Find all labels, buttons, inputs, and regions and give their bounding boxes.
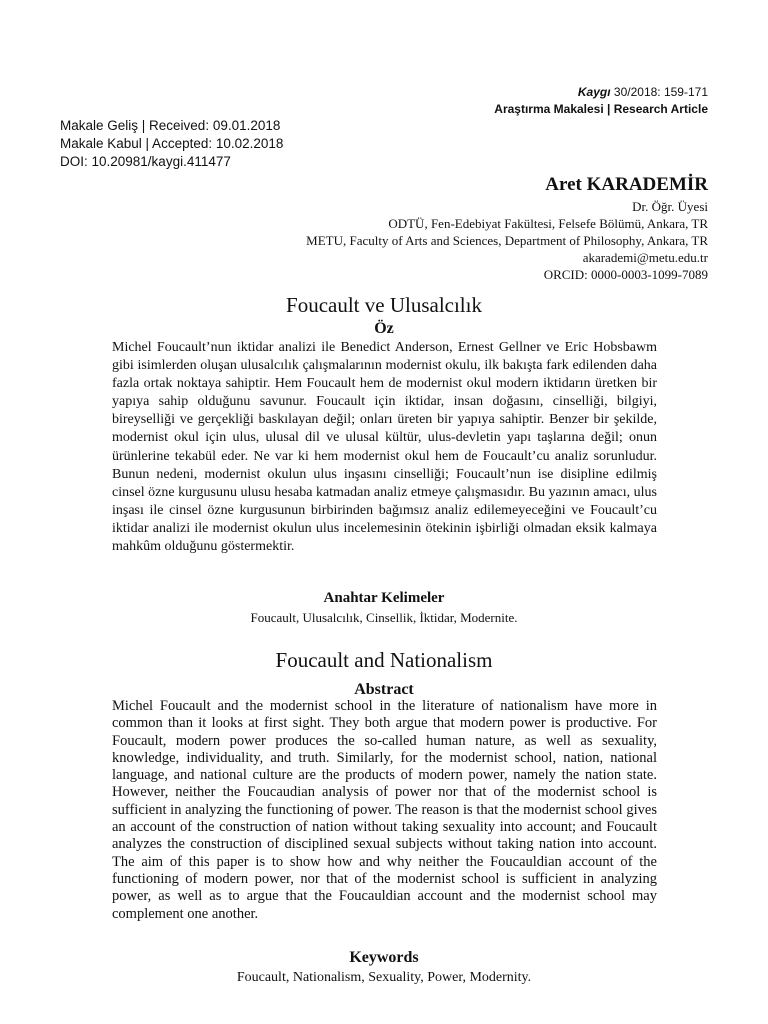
author-affiliation-tr: ODTÜ, Fen-Edebiyat Fakültesi, Felsefe Bölümü, Ankara, TR [388,216,708,231]
author-title: Dr. Öğr. Üyesi [632,199,708,214]
journal-name: Kaygı [577,85,611,99]
journal-issue: 30/2018: 159-171 [610,85,708,99]
journal-citation [494,84,708,101]
turkish-title: Foucault ve Ulusalcılık [286,293,482,317]
author-affiliation-en: METU, Faculty of Arts and Sciences, Department of Philosophy, Ankara, TR [306,233,708,248]
author-name: Aret KARADEMİR [545,174,708,195]
turkish-keywords: Foucault, Ulusalcılık, Cinsellik, İktidar, Modernite. [250,610,518,625]
turkish-abstract: Michel Foucault’nun iktidar analizi ile Benedict Anderson, Ernest Gellner ve Eric Hobsbawm gibi isimlerden oluşan ulusalcılık çalışmalarının modernist okulu, ilk bakışta fark edilenden daha fazla ortak noktaya sahiptir. Hem Foucault hem de modernist okul modern iktidarın üretken bir yapıya sahip olduğunu savunur. Foucault için iktidar, insan doğasını, cinselliği, bilgiyi, bireyselliği ve gerçekliği baskılayan değil; onları üreten bir yapıya sahiptir. Benzer bir şekilde, modernist okul için ulus, ulusal dil ve ulusal kültür, ulus-devletin yapı taşlarına değil; onun ürünlerine tekabül eder. Ne var ki hem modernist okul hem de Foucault’cu analiz sorunludur. Bunun nedeni, modernist okulun ulus inşasını cinselliği; Foucault’nun ise disipline edilmiş cinsel özne kurgusunu ulusu hesaba katmadan analiz etmeye çalışmasıdır. Bu yazının amacı, ulus inşası ile cinsel özne kurgusunun birbirinden bağımsız analiz edilemeyeceğini ve Foucault’cu iktidar analizi ile modernist okulun ulus incelemesinin ötekinin işbirliği olmadan eksik kalmaya mahkûm olduğunu göstermektir. [112,340,657,555]
english-abstract: Michel Foucault and the modernist school in the literature of nationalism have more in common than it looks at first sight. They both argue that modern power is productive. For Foucault, modern power produces the so-called human nature, as well as sexuality, knowledge, individuality, and truth. Similarly, for the modernist school, nation, national language, and national culture are the products of modern power, namely the nation state. However, neither the Foucaudian analysis of power nor that of the modernist school is sufficient in analyzing the functioning of power. The reason is that the modernist school gives an account of the construction of nation without taking sexuality into account; and Foucault analyzes the construction of disciplined sexual subjects without taking nation into account. The aim of this paper is to show how and why neither the Foucauldian account of the functioning of modern power, nor that of the modernist school is sufficient in analyzing power, as well as to argue that the Foucauldian account and the modernist school may complement one another. [112,698,657,922]
submission-info [60,117,283,171]
turkish-abstract-heading: Öz [374,320,394,337]
received-date: Makale Geliş | Received: 09.01.2018 [60,118,281,133]
author-orcid: ORCID: 0000-0003-1099-7089 [543,267,708,282]
english-abstract-heading: Abstract [354,681,414,698]
article-type: Araştırma Makalesi | Research Article [494,102,708,116]
accepted-date: Makale Kabul | Accepted: 10.02.2018 [60,136,284,151]
journal-header [494,84,708,118]
english-title: Foucault and Nationalism [275,648,493,672]
english-keywords-heading: Keywords [349,949,419,966]
author-block [306,172,708,283]
author-email: akarademi@metu.edu.tr [582,250,708,265]
turkish-keywords-heading: Anahtar Kelimeler [323,590,445,606]
doi: DOI: 10.20981/kaygi.411477 [60,154,231,169]
english-keywords: Foucault, Nationalism, Sexuality, Power, Modernity. [236,970,532,985]
